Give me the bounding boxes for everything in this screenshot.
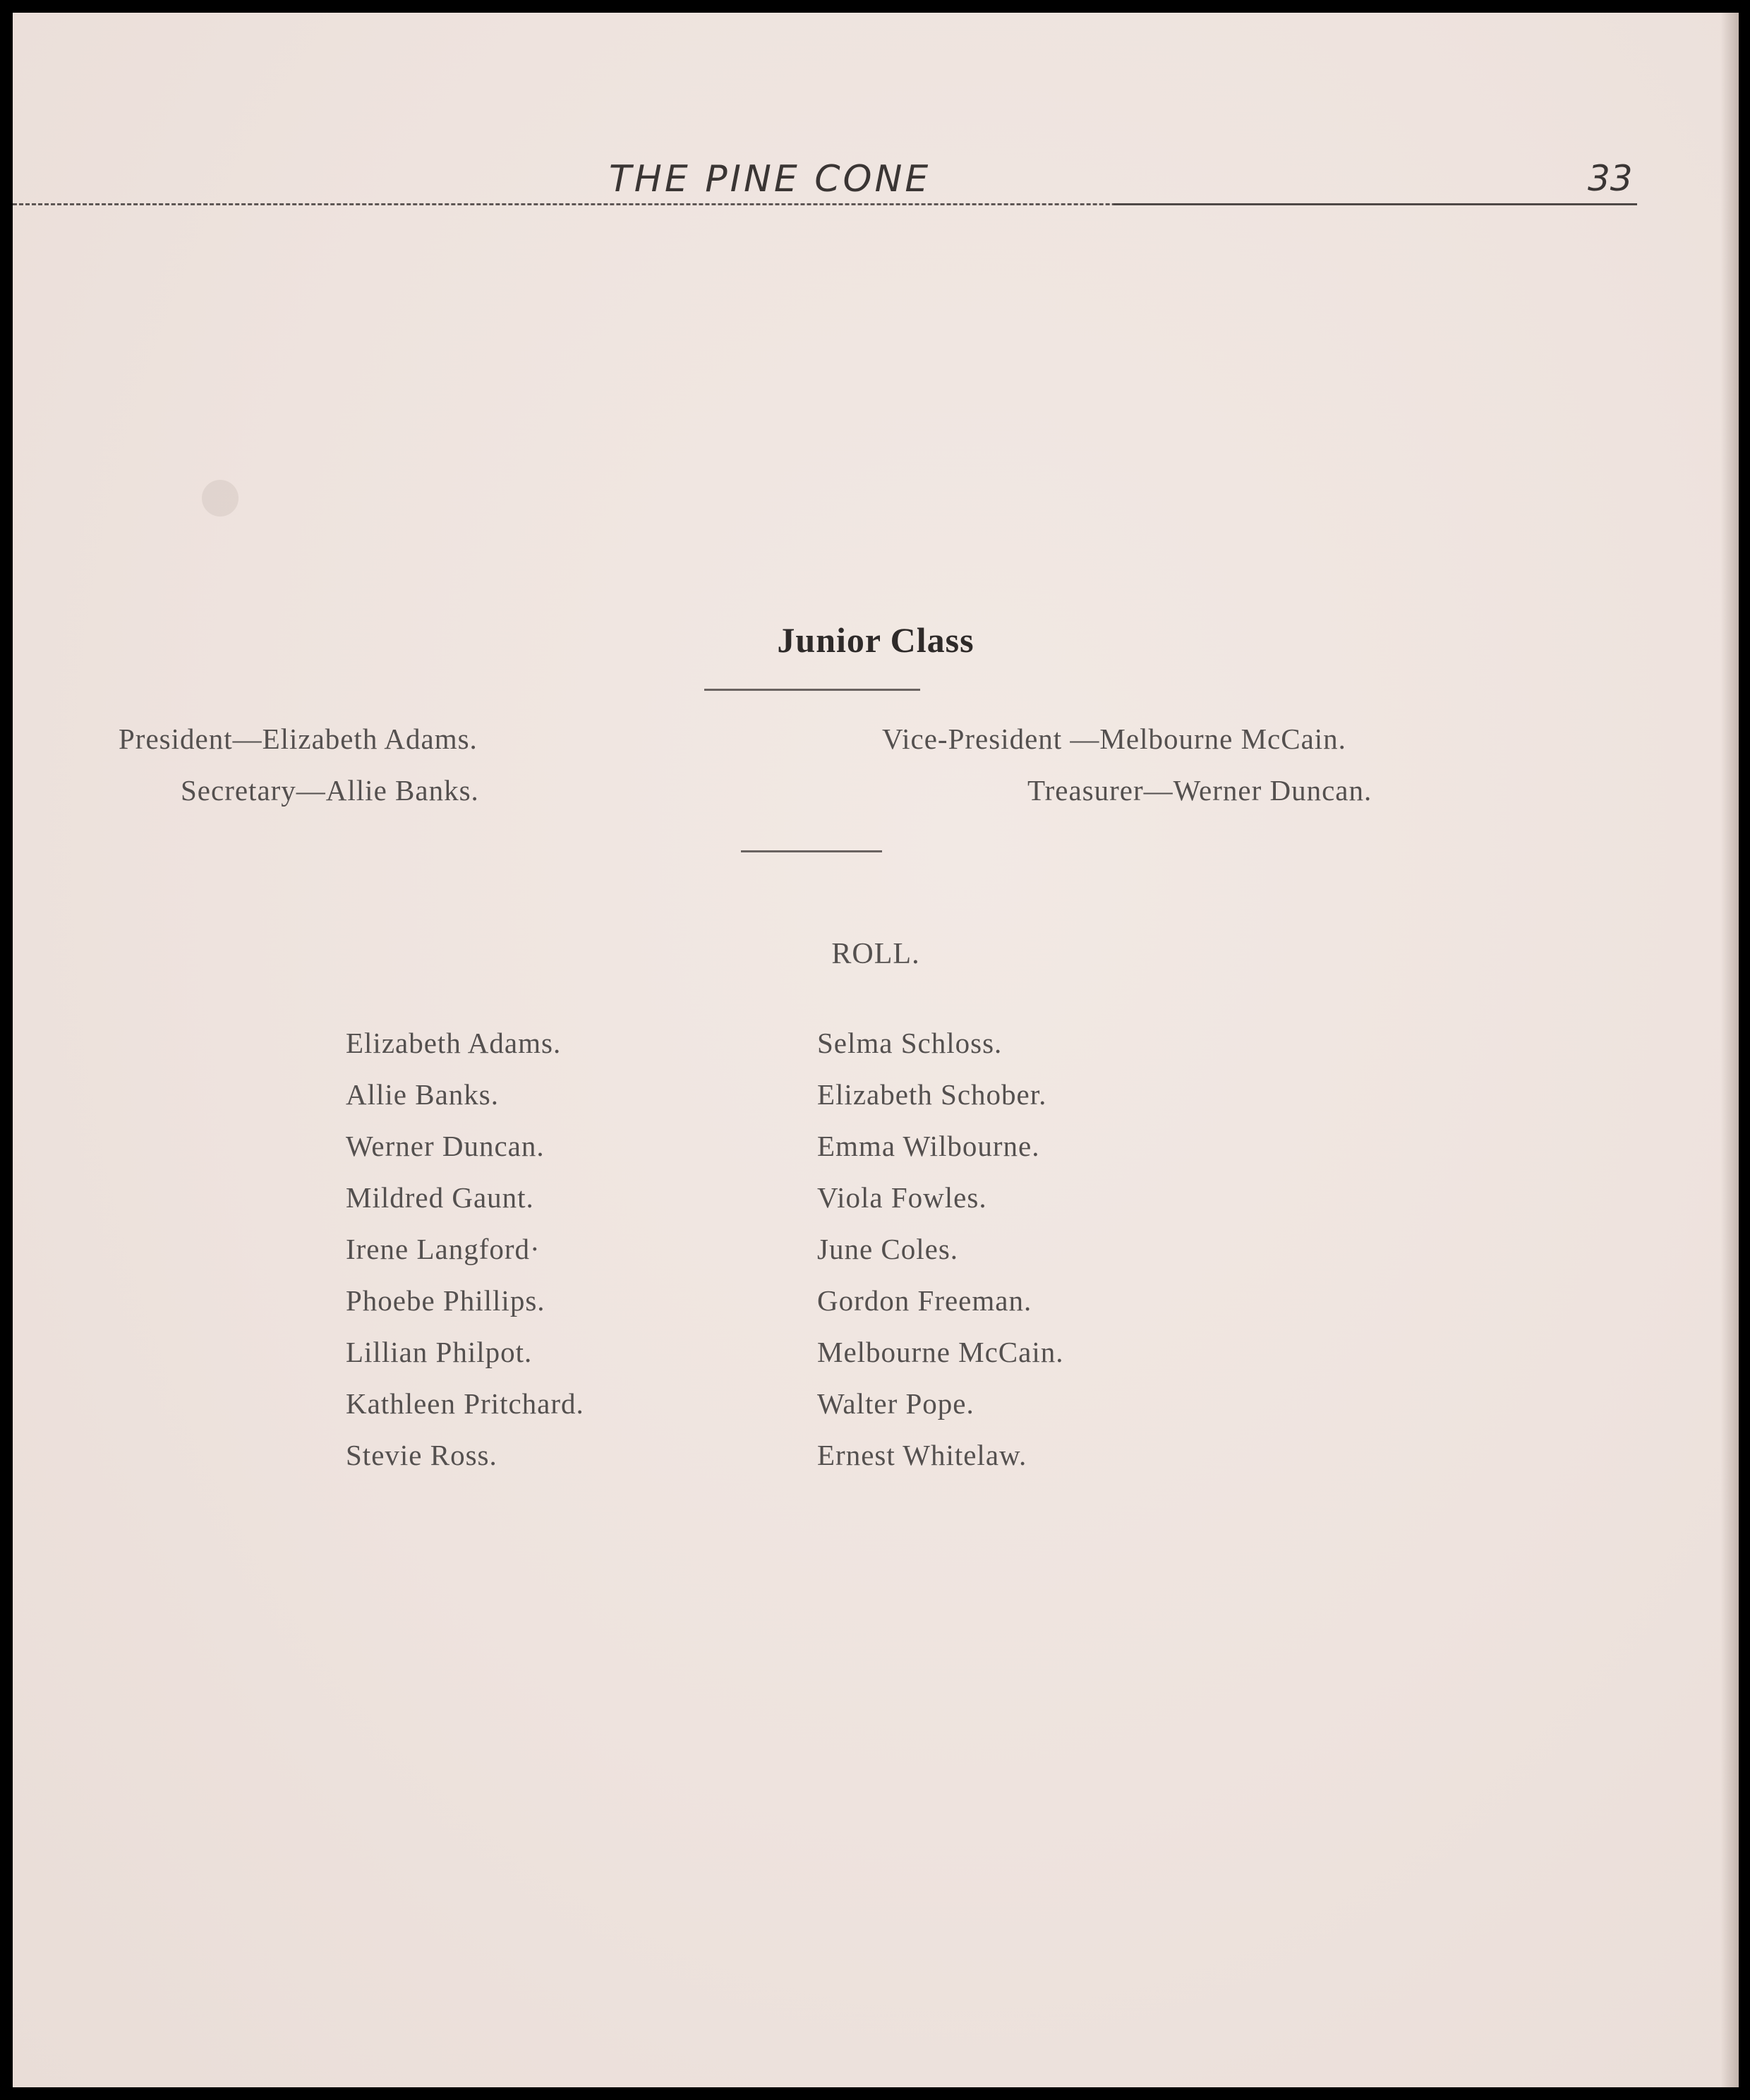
roll-name: Viola Fowles. xyxy=(817,1181,987,1214)
page xyxy=(13,13,1739,2087)
officers-divider xyxy=(741,850,882,852)
officer-president: President—Elizabeth Adams. xyxy=(119,723,478,755)
officer-secretary: Secretary—Allie Banks. xyxy=(181,774,479,807)
officer-treasurer: Treasurer—Werner Duncan. xyxy=(1027,774,1372,807)
roll-right-column xyxy=(817,1022,1063,1485)
running-head xyxy=(13,154,1739,210)
roll-name: Gordon Freeman. xyxy=(817,1284,1032,1317)
roll-name: Kathleen Pritchard. xyxy=(346,1387,584,1420)
journal-title: THE PINE CONE xyxy=(609,158,931,200)
roll-name: Elizabeth Schober. xyxy=(817,1078,1047,1111)
roll-title: ROLL. xyxy=(831,938,920,970)
roll-name: Emma Wilbourne. xyxy=(817,1130,1040,1162)
roll-name: Werner Duncan. xyxy=(346,1130,545,1162)
roll-name: Phoebe Phillips. xyxy=(346,1284,545,1317)
officer-vice-president: Vice-President —Melbourne McCain. xyxy=(882,723,1346,755)
roll-name: Melbourne McCain. xyxy=(817,1336,1064,1368)
roll-name: Irene Langford· xyxy=(346,1233,541,1265)
header-rule-solid xyxy=(1114,203,1637,205)
roll-name: Stevie Ross. xyxy=(346,1439,497,1471)
page-number: 33 xyxy=(1588,158,1633,199)
roll-name: Elizabeth Adams. xyxy=(346,1027,562,1059)
roll-name: Mildred Gaunt. xyxy=(346,1181,534,1214)
section-title: Junior Class xyxy=(777,620,974,660)
title-divider xyxy=(704,689,920,691)
roll-name: Allie Banks. xyxy=(346,1078,499,1111)
roll-name: June Coles. xyxy=(817,1233,959,1265)
roll-name: Lillian Philpot. xyxy=(346,1336,533,1368)
roll-name: Walter Pope. xyxy=(817,1387,974,1420)
roll-name: Ernest Whitelaw. xyxy=(817,1439,1027,1471)
page-spine-shadow xyxy=(1720,13,1739,2087)
roll-name: Selma Schloss. xyxy=(817,1027,1003,1059)
roll-left-column xyxy=(346,1022,584,1485)
paper-stain xyxy=(202,480,239,517)
